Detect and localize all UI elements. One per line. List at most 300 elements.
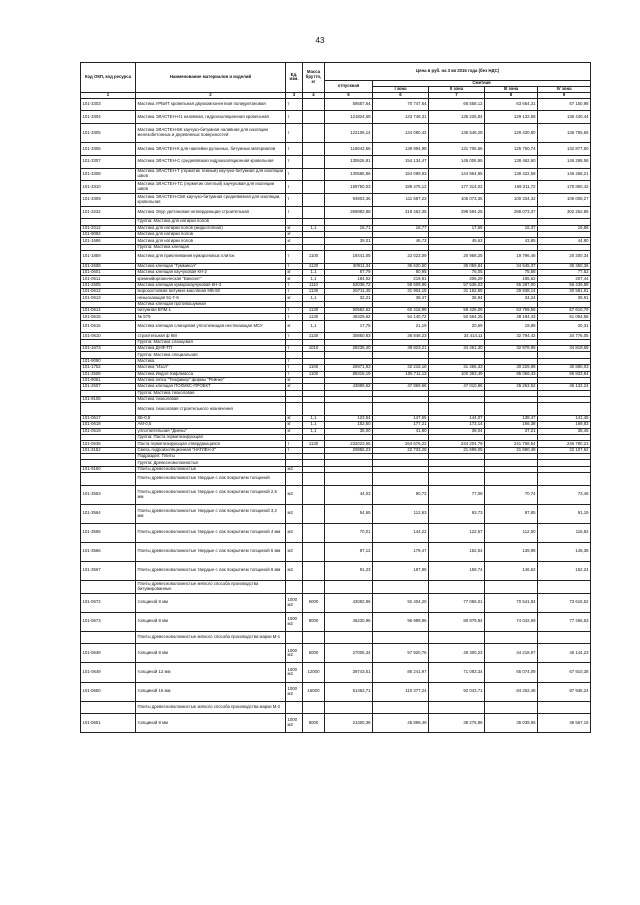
unit-cell: кг: [286, 415, 303, 421]
unit-cell: 1000 м2: [286, 612, 303, 631]
price-zone-2-cell: 34 461,30: [429, 346, 485, 352]
unit-cell: т: [286, 111, 303, 124]
price-zone-3-cell: 16,37: [485, 225, 538, 231]
price-zone-4-cell: 36,91: [538, 295, 591, 301]
price-zone-3-cell: 129 430,80: [485, 124, 538, 143]
name-cell: Плиты древесноволокнистые твердые с лак покрытием толщиной 6 мм: [136, 561, 286, 580]
name-cell: Мастика для приклеивания кумароновых плиток: [136, 250, 286, 263]
name-cell: Мастика гипса "Теофикер" фирмы "Рейнке": [136, 377, 286, 383]
unit-cell: т: [286, 333, 303, 339]
unit-cell: т: [286, 289, 303, 295]
price-zone-1-cell: 188 475,12: [373, 181, 429, 194]
price-zone-4-cell: 36 567,16: [538, 714, 591, 733]
price-zone-3-cell: 112,50: [485, 523, 538, 542]
price-zone-1-cell: 46,73: [373, 238, 429, 244]
code-cell: 101-1696: [81, 238, 136, 244]
col-num: 8: [485, 92, 538, 98]
col-num: 1: [81, 92, 136, 98]
mass-cell: 1,1: [303, 295, 325, 301]
price-zone-2-cell: 57 536,03: [429, 282, 485, 288]
price-zone-3-cell: 37,21: [485, 428, 538, 434]
code-cell: 101-3305: [81, 124, 136, 143]
price-zone-3-cell: 48 194,43: [485, 314, 538, 320]
unit-cell: т: [286, 143, 303, 156]
unit-cell: т: [286, 346, 303, 352]
price-release-cell: 122106,14: [325, 124, 373, 143]
col-num: 2: [136, 92, 286, 98]
price-zone-2-cell: 35 059,84: [429, 263, 485, 269]
price-zone-3-cell: 125 760,74: [485, 143, 538, 156]
price-zone-1-cell: 177,21: [373, 422, 429, 428]
price-zone-4-cell: 20 200,34: [538, 250, 591, 263]
price-zone-3-cell: 74 042,59: [485, 612, 538, 631]
table-row: [81, 644, 591, 663]
price-release-cell: 44,03: [325, 485, 373, 504]
price-release-cell: 152,50: [325, 422, 373, 428]
name-cell: Мастика УРБИТ кровельная двухкомпонентная полиуретановая: [136, 98, 286, 111]
unit-cell: т: [286, 250, 303, 263]
price-release-cell: 50582,62: [325, 308, 373, 314]
unit-cell: кг: [286, 270, 303, 276]
unit-cell: т: [286, 314, 303, 320]
price-release-cell: 30911,34: [325, 263, 373, 269]
price-zone-1-cell: 22 023,09: [373, 250, 429, 263]
code-cell: 101-0619: [81, 428, 136, 434]
name-cell: Мастика Эпур уретановая нетвердеющая строительная: [136, 206, 286, 219]
price-zone-1-cell: 144,22: [373, 523, 429, 542]
price-zone-3-cell: 32 878,95: [485, 346, 538, 352]
name-cell: Плиты древесноволокнистые: [136, 466, 286, 472]
unit-cell: т: [286, 168, 303, 181]
mass-cell: 1130: [303, 289, 325, 295]
unit-cell: кг: [286, 422, 303, 428]
unit-cell: [286, 580, 303, 593]
mass-cell: 1130: [303, 333, 325, 339]
unit-cell: 1000 м2: [286, 593, 303, 612]
code-cell: 101-3308: [81, 168, 136, 181]
name-cell: Мастика тиоколовая: [136, 396, 286, 402]
price-zone-3-cell: 19,88: [485, 320, 538, 333]
mass-cell: 8000: [303, 714, 325, 733]
table-row: [81, 403, 591, 416]
price-release-cell: 94803,36: [325, 193, 373, 206]
mass-cell: 1,1: [303, 270, 325, 276]
price-zone-3-cell: 138 422,59: [485, 168, 538, 181]
code-cell: 101-3566: [81, 542, 136, 561]
price-zone-4-cell: 67 150,98: [538, 98, 591, 111]
name-cell: Группа: Мастика клеящая: [136, 244, 286, 250]
price-zone-2-cell: 20,69: [429, 320, 485, 333]
price-zone-2-cell: 21 699,05: [429, 447, 485, 453]
header-unit: Ед. изм.: [286, 63, 303, 93]
name-cell: незыскающая 51-Г-6: [136, 295, 286, 301]
price-zone-4-cell: 136 440,44: [538, 111, 591, 124]
header-estimate: Сметная: [373, 81, 591, 87]
price-zone-4-cell: 30 880,03: [538, 365, 591, 371]
code-cell: 101-0612: [81, 289, 136, 295]
price-zone-2-cell: 47 010,96: [429, 384, 485, 390]
code-cell: 101-3563: [81, 485, 136, 504]
mass-cell: [303, 98, 325, 111]
code-cell: 101-0672: [81, 593, 136, 612]
mass-cell: [303, 485, 325, 504]
code-cell: 101-2012: [81, 225, 136, 231]
price-zone-2-cell: 131 706,66: [429, 143, 485, 156]
price-zone-3-cell: 87,85: [485, 504, 538, 523]
table-row: [81, 155, 591, 168]
table-row: [81, 473, 591, 486]
unit-cell: 1000 м2: [286, 714, 303, 733]
price-zone-3-cell: 166,38: [485, 422, 538, 428]
price-zone-4-cell: 34 776,05: [538, 333, 591, 339]
code-cell: [81, 403, 136, 416]
price-zone-3-cell: 75,58: [485, 270, 538, 276]
price-zone-4-cell: 136 755,66: [538, 124, 591, 143]
price-zone-2-cell: 80 879,94: [429, 612, 485, 631]
price-zone-4-cell: 116,82: [538, 523, 591, 542]
code-cell: 101-3310: [81, 181, 136, 194]
code-cell: [81, 473, 136, 486]
name-cell: Мастика клеящая "Гуммикол": [136, 263, 286, 269]
price-zone-1-cell: 18,77: [373, 225, 429, 231]
unit-cell: т: [286, 124, 303, 143]
table-body: [81, 98, 591, 733]
code-cell: 101-3306: [81, 143, 136, 156]
name-cell: Мастика "Изол": [136, 365, 286, 371]
col-num: 6: [373, 92, 429, 98]
price-zone-4-cell: 95 833,84: [538, 371, 591, 377]
price-zone-1-cell: 57 920,76: [373, 644, 429, 663]
price-zone-1-cell: 36 620,50: [373, 263, 429, 269]
table-row: [81, 98, 591, 111]
price-release-cell: 35,00: [325, 428, 373, 434]
table-row: [81, 542, 591, 561]
price-zone-1-cell: [373, 403, 429, 416]
name-cell: Подраздел: Плиты: [136, 453, 286, 459]
price-zone-4-cell: 87 935,24: [538, 682, 591, 701]
mass-cell: 1100: [303, 250, 325, 263]
name-cell: Мастика ЭЛАСТЕН-Н1 наливная, гидроизоляционная кровельная: [136, 111, 286, 124]
code-cell: 101-0635: [81, 441, 136, 447]
price-zone-3-cell: 195,62: [485, 276, 538, 282]
price-release-cell: 54,65: [325, 504, 373, 523]
price-release-cell: 130626,81: [325, 155, 373, 168]
unit-cell: кг: [286, 276, 303, 282]
price-zone-2-cell: 92 043,71: [429, 682, 485, 701]
table-row: [81, 593, 591, 612]
code-cell: [81, 701, 136, 714]
name-cell: толщиной 8 мм: [136, 644, 286, 663]
price-zone-4-cell: 132 877,60: [538, 143, 591, 156]
price-zone-2-cell: 144,07: [429, 415, 485, 421]
price-release-cell: 118643,66: [325, 143, 373, 156]
price-release-cell: 59557,64: [325, 98, 373, 111]
name-cell: Мастика клеящая кумарокаучуковая КН-3: [136, 282, 286, 288]
price-zone-4-cell: 38,45: [538, 428, 591, 434]
price-zone-2-cell: 31 456,33: [429, 365, 485, 371]
mass-cell: 1100: [303, 365, 325, 371]
name-cell: Группа: Мастика сланцевая: [136, 339, 286, 345]
price-zone-1-cell: 264 676,22: [373, 441, 429, 447]
name-cell: толщиной 8 мм: [136, 714, 286, 733]
price-zone-3-cell: 138,47: [485, 415, 538, 421]
price-zone-4-cell: 146 256,21: [538, 168, 591, 181]
mass-cell: [303, 181, 325, 194]
price-zone-1-cell: [373, 580, 429, 593]
code-cell: 101-0618: [81, 422, 136, 428]
price-release-cell: 130586,86: [325, 168, 373, 181]
code-cell: 101-0649: [81, 663, 136, 682]
name-cell: Мастика клеящая ПОЛИКС-ПРОЕКТ: [136, 384, 286, 390]
price-zone-4-cell: 20,31: [538, 320, 591, 333]
price-zone-1-cell: [373, 701, 429, 714]
price-zone-1-cell: 154 089,93: [373, 168, 429, 181]
price-zone-2-cell: [429, 631, 485, 644]
name-cell: кремнийорганическая "Виксинт": [136, 276, 286, 282]
mass-cell: [303, 403, 325, 416]
price-zone-4-cell: 207,44: [538, 276, 591, 282]
price-zone-2-cell: 105 073,35: [429, 193, 485, 206]
price-release-cell: 21400,38: [325, 714, 373, 733]
price-zone-3-cell: 45 253,52: [485, 384, 538, 390]
name-cell: Мастика ЭЛАСТЕН-Т (герметик темный) каучуко-битумная для изоляции швов: [136, 168, 286, 181]
name-cell: Мастика для натирки полов: [136, 231, 286, 237]
unit-cell: [286, 631, 303, 644]
price-release-cell: [325, 473, 373, 486]
table-row: [81, 206, 591, 219]
unit-cell: м2: [286, 504, 303, 523]
price-zone-4-cell: 46 144,23: [538, 644, 591, 663]
name-cell: толщиной 8 мм: [136, 593, 286, 612]
price-release-cell: 45329,62: [325, 314, 373, 320]
table-row: [81, 250, 591, 263]
col-num: 9: [538, 92, 591, 98]
code-cell: 101-3565: [81, 523, 136, 542]
code-cell: 101-0617: [81, 415, 136, 421]
price-release-cell: 17,75: [325, 320, 373, 333]
price-zone-3-cell: 95 066,43: [485, 371, 538, 377]
price-zone-4-cell: 35 350,36: [538, 263, 591, 269]
code-cell: 101-2507: [81, 384, 136, 390]
price-zone-2-cell: 38 275,86: [429, 714, 485, 733]
price-zone-4-cell: 169,83: [538, 422, 591, 428]
name-cell: Мастика ЭЛАСТЕН-ТС (герметик светлый) каучуковая для изоляции швов: [136, 181, 286, 194]
mass-cell: 12000: [303, 663, 325, 682]
price-zone-1-cell: 60 415,98: [373, 308, 429, 314]
mass-cell: 1010: [303, 346, 325, 352]
price-zone-4-cell: 67 910,38: [538, 663, 591, 682]
code-cell: 101-1859: [81, 250, 136, 263]
price-zone-4-cell: 73 616,52: [538, 593, 591, 612]
price-zone-1-cell: 38,47: [373, 295, 429, 301]
price-release-cell: 45230,96: [325, 612, 373, 631]
price-zone-2-cell: 144 964,95: [429, 168, 485, 181]
price-release-cell: 159750,03: [325, 181, 373, 194]
header-zone-3: III зона: [485, 86, 538, 92]
name-cell: № 579: [136, 314, 286, 320]
code-cell: 101-0650: [81, 682, 136, 701]
price-zone-3-cell: 21 690,48: [485, 447, 538, 453]
price-zone-1-cell: 36 848,23: [373, 333, 429, 339]
price-zone-1-cell: [373, 473, 429, 486]
mass-cell: 1110: [303, 282, 325, 288]
name-cell: Плиты древесноволокнистые мягкого способа производства битумированные: [136, 580, 286, 593]
name-cell: толщиной 8 мм: [136, 612, 286, 631]
price-zone-4-cell: 152,24: [538, 561, 591, 580]
price-zone-2-cell: [429, 580, 485, 593]
name-cell: Мастика клеящая сланцевая уплотняющая нестекающая МСУ: [136, 320, 286, 333]
price-zone-3-cell: [485, 403, 538, 416]
price-zone-2-cell: 66 558,12: [429, 98, 485, 111]
col-num: 3: [286, 92, 303, 98]
price-zone-1-cell: 187,95: [373, 561, 429, 580]
table-row: [81, 143, 591, 156]
price-zone-4-cell: [538, 631, 591, 644]
mass-cell: [303, 124, 325, 143]
code-cell: 101-3304: [81, 111, 136, 124]
price-zone-4-cell: 73,48: [538, 485, 591, 504]
name-cell: Мастика клеящая каучуковая КН-2: [136, 270, 286, 276]
price-zone-4-cell: 16,86: [538, 225, 591, 231]
price-release-cell: 27005,34: [325, 644, 373, 663]
price-zone-2-cell: 71 083,34: [429, 663, 485, 682]
mass-cell: [303, 504, 325, 523]
price-zone-3-cell: [485, 580, 538, 593]
mass-cell: [303, 168, 325, 181]
price-release-cell: 43888,62: [325, 384, 373, 390]
price-zone-4-cell: 91,19: [538, 504, 591, 523]
price-zone-3-cell: 29 938,14: [485, 289, 538, 295]
table-row: [81, 168, 591, 181]
price-zone-2-cell: [429, 403, 485, 416]
price-zone-4-cell: 77,52: [538, 270, 591, 276]
code-cell: 101-0613: [81, 295, 136, 301]
code-cell: 101-9061: [81, 377, 136, 383]
name-cell: Группа: Мастика специальная: [136, 352, 286, 358]
price-zone-2-cell: 76,05: [429, 270, 485, 276]
header-zone-2: II зона: [429, 86, 485, 92]
price-zone-1-cell: 32 215,18: [373, 365, 429, 371]
price-zone-1-cell: 179,47: [373, 542, 429, 561]
code-cell: 101-0648: [81, 644, 136, 663]
code-cell: 101-3567: [81, 561, 136, 580]
price-zone-1-cell: 96 989,96: [373, 612, 429, 631]
name-cell: толщиной 16 мм: [136, 682, 286, 701]
name-cell: толщиной 12 мм: [136, 663, 286, 682]
unit-cell: т: [286, 263, 303, 269]
code-cell: 101-0610: [81, 333, 136, 339]
price-zone-1-cell: 219,81: [373, 276, 429, 282]
code-cell: 101-0601: [81, 270, 136, 276]
price-zone-4-cell: 22 107,62: [538, 447, 591, 453]
price-zone-3-cell: 286 073,37: [485, 206, 538, 219]
price-release-cell: 87,12: [325, 542, 373, 561]
mass-cell: 6000: [303, 644, 325, 663]
mass-cell: 1100: [303, 371, 325, 377]
table-row: [81, 701, 591, 714]
price-zone-2-cell: 135 548,28: [429, 124, 485, 143]
price-release-cell: [325, 580, 373, 593]
price-zone-1-cell: 31 904,15: [373, 289, 429, 295]
price-release-cell: 18441,05: [325, 250, 373, 263]
unit-cell: кг: [286, 225, 303, 231]
name-cell: Смесь гидроизоляционная "НАТЛЕН-2": [136, 447, 286, 453]
unit-cell: м2: [286, 466, 303, 472]
name-cell: морозостойкая битумно-масляная МБ-50: [136, 289, 286, 295]
name-cell: Паста герметизирующая отвердающаяся: [136, 441, 286, 447]
price-table: [80, 62, 591, 733]
code-cell: 101-1752: [81, 365, 136, 371]
unit-cell: т: [286, 308, 303, 314]
price-zone-3-cell: 70 541,84: [485, 593, 538, 612]
price-zone-2-cell: 206,29: [429, 276, 485, 282]
price-zone-2-cell: 135 225,84: [429, 111, 485, 124]
price-zone-2-cell: 31 152,65: [429, 289, 485, 295]
header-zone-1: I зона: [373, 86, 429, 92]
unit-cell: кг: [286, 384, 303, 390]
mass-cell: 1,1: [303, 276, 325, 282]
price-release-cell: 89315,19: [325, 371, 373, 377]
table-row: [81, 111, 591, 124]
unit-cell: т: [286, 358, 303, 364]
price-zone-4-cell: [538, 580, 591, 593]
mass-cell: 1,1: [303, 428, 325, 434]
unit-cell: м2: [286, 485, 303, 504]
code-cell: 101-0614: [81, 308, 136, 314]
name-cell: АМ-0,5: [136, 422, 286, 428]
price-zone-2-cell: 93,73: [429, 504, 485, 523]
unit-cell: кг: [286, 238, 303, 244]
header-zone-4: IV зона: [538, 86, 591, 92]
price-zone-3-cell: 169 311,72: [485, 181, 538, 194]
price-zone-3-cell: 44 218,97: [485, 644, 538, 663]
table-row: [81, 682, 591, 701]
price-release-cell: 39,01: [325, 238, 373, 244]
price-release-cell: 15,71: [325, 225, 373, 231]
price-zone-4-cell: 106 009,27: [538, 193, 591, 206]
price-zone-2-cell: 48 300,23: [429, 644, 485, 663]
code-cell: 101-9108: [81, 396, 136, 402]
price-release-cell: 26971,93: [325, 365, 373, 371]
price-zone-1-cell: 58 609,96: [373, 282, 429, 288]
price-zone-2-cell: 173,14: [429, 422, 485, 428]
price-zone-2-cell: 299 594,25: [429, 206, 485, 219]
price-zone-4-cell: 178 850,42: [538, 181, 591, 194]
price-zone-1-cell: 22 733,28: [373, 447, 429, 453]
unit-cell: [286, 403, 303, 416]
price-zone-1-cell: 90,72: [373, 485, 429, 504]
price-zone-1-cell: 70 747,64: [373, 98, 429, 111]
price-release-cell: 269883,88: [325, 206, 373, 219]
name-cell: Мастика ЭЛАСТЕН-К для наклейки рулонных, битумных материалов: [136, 143, 286, 156]
price-zone-1-cell: 111 687,23: [373, 193, 429, 206]
unit-cell: 1000 м2: [286, 682, 303, 701]
col-num: 4: [303, 92, 325, 98]
price-release-cell: 28235,40: [325, 346, 373, 352]
price-zone-4-cell: 77 266,63: [538, 612, 591, 631]
price-zone-2-cell: 50 564,25: [429, 314, 485, 320]
price-zone-1-cell: 54 140,72: [373, 314, 429, 320]
unit-cell: [286, 473, 303, 486]
price-zone-4-cell: [538, 403, 591, 416]
unit-cell: кг: [286, 320, 303, 333]
price-zone-4-cell: 51 094,58: [538, 314, 591, 320]
header-name: Наименование материалов и изделий: [136, 63, 286, 93]
code-cell: 101-3232: [81, 206, 136, 219]
price-zone-1-cell: 21,19: [373, 320, 429, 333]
price-zone-4-cell: 141,45: [538, 415, 591, 421]
price-zone-3-cell: [485, 631, 538, 644]
